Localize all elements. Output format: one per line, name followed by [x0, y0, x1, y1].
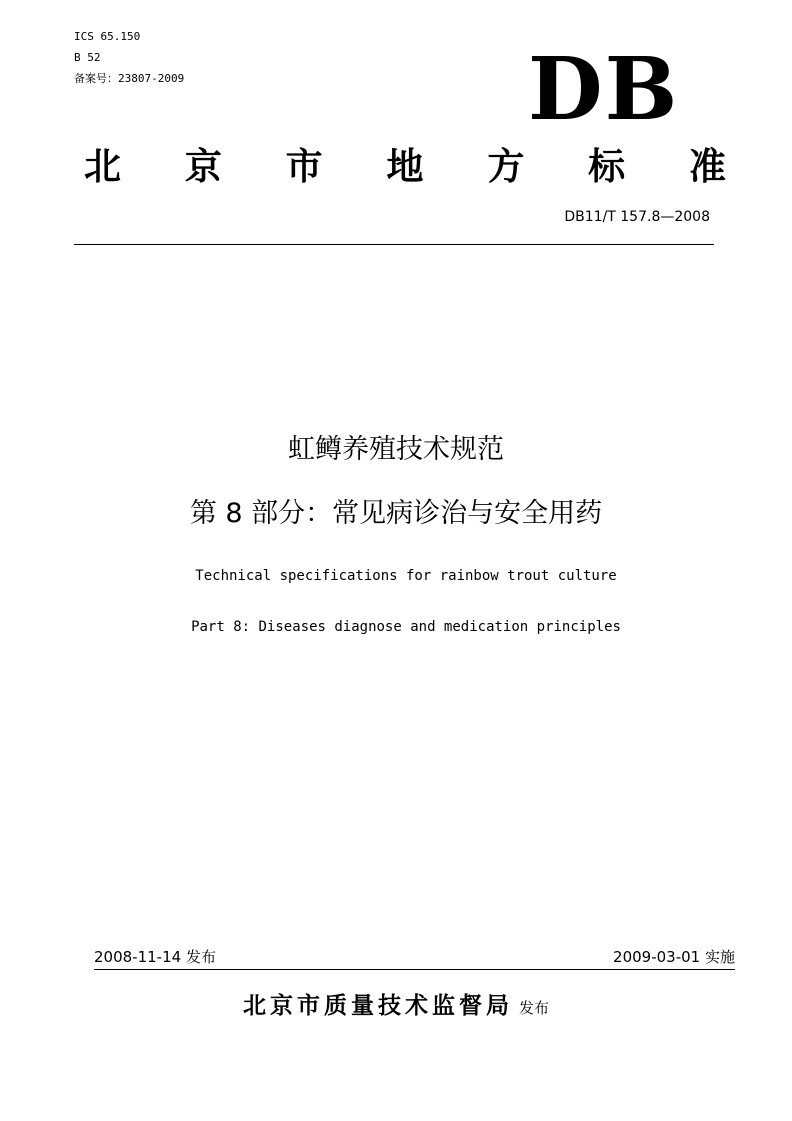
- db-logo: DB: [528, 39, 680, 140]
- publisher-suffix: 发布: [518, 999, 549, 1017]
- record-number: 备案号：23807-2009: [74, 72, 185, 85]
- publisher-line: [0, 988, 792, 1026]
- header-divider: [74, 244, 714, 245]
- ics-code: ICS 65.150: [74, 30, 141, 43]
- publisher-name: 北京市质量技术监督局: [242, 993, 513, 1019]
- standard-type-char: 北: [84, 145, 121, 188]
- issue-date: 2008-11-14 发布: [94, 948, 216, 966]
- standard-type-char: 市: [285, 145, 323, 188]
- ccs-code: B 52: [74, 51, 101, 64]
- standard-type-char: 地: [386, 145, 424, 188]
- footer-divider: [94, 969, 735, 970]
- implementation-date: 2009-03-01 实施: [613, 948, 735, 966]
- standard-type-char: 标: [588, 145, 626, 188]
- title-english-part: Part 8: Diseases diagnose and medication principles: [191, 619, 621, 635]
- standard-type-char: 准: [688, 145, 726, 188]
- standard-type-char: 京: [184, 145, 222, 188]
- title-chinese-part: 第 8 部分：常见病诊治与安全用药: [189, 498, 603, 529]
- title-chinese-main: 虹鳟养殖技术规范: [288, 434, 504, 465]
- standard-number: DB11/T 157.8—2008: [564, 209, 710, 225]
- standard-type-char: 方: [487, 145, 525, 188]
- title-english-main: Technical specifications for rainbow trout culture: [195, 568, 617, 584]
- standard-type-heading: [84, 142, 726, 192]
